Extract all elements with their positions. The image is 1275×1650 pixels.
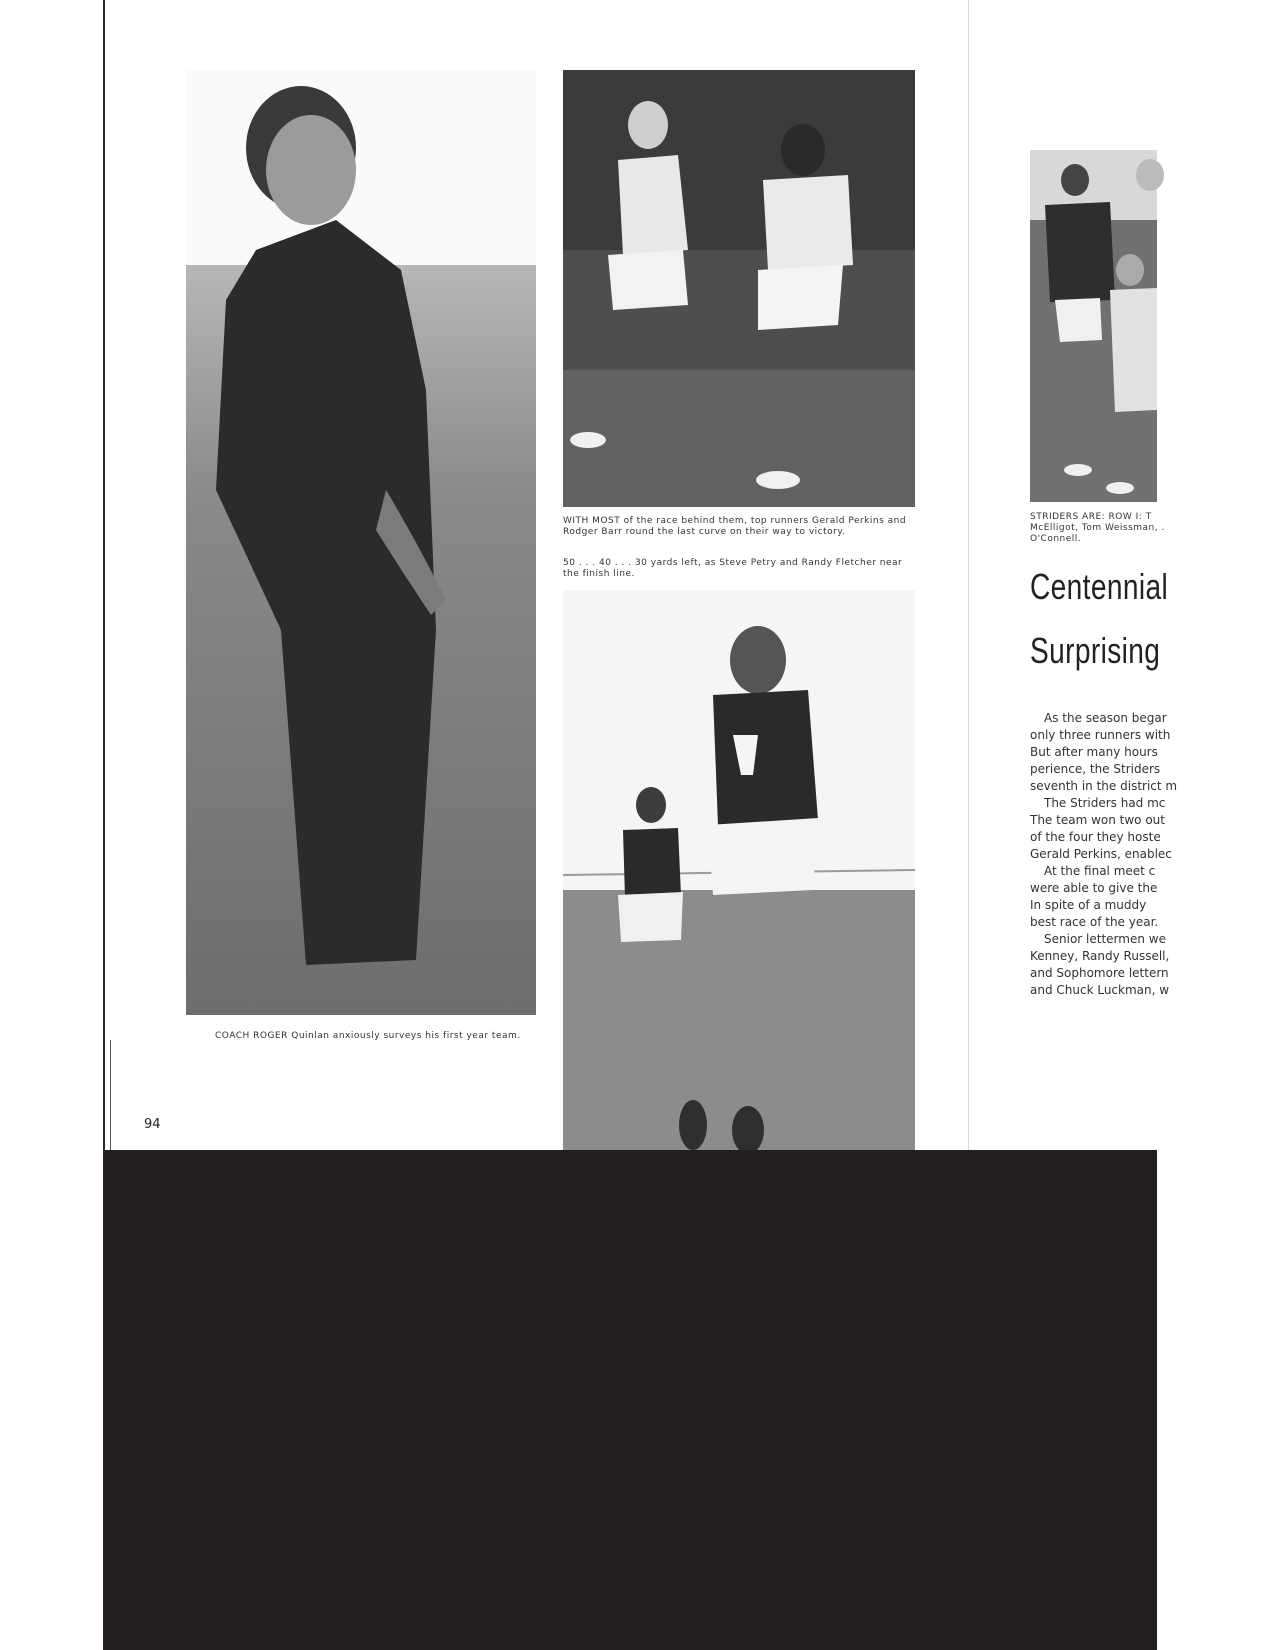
body-line: only three runners with (1030, 728, 1171, 742)
finish-runners-caption-text: 50 . . . 40 . . . 30 yards left, as Steve Petry and Randy Fletcher near the finish line. (563, 558, 903, 579)
team-caption-line-1: STRIDERS ARE: ROW I: T (1030, 512, 1152, 522)
body-line: Senior lettermen we (1044, 932, 1166, 946)
body-line: As the season begar (1044, 711, 1167, 725)
body-line: and Chuck Luckman, w (1030, 983, 1170, 997)
top-runners-caption-text: of the race behind them, top runners Gerald Perkins and Rodger Barr round the last curve on their way to victory. (563, 516, 907, 537)
headline-line-2: Surprising (1030, 630, 1161, 671)
binding-edge-shadow (110, 1040, 111, 1150)
headline-line-1: Centennial (1030, 566, 1169, 607)
body-line: The Striders had mc (1044, 796, 1166, 810)
binding-edge (103, 0, 105, 1150)
top-runners-caption (563, 516, 915, 538)
finish-runners-caption (563, 558, 915, 580)
team-caption-line-2: McElligot, Tom Weissman, . (1030, 523, 1165, 533)
team-caption-line-3: O'Connell. (1030, 534, 1082, 544)
body-line: Gerald Perkins, enablec (1030, 847, 1172, 861)
body-line: and Sophomore lettern (1030, 966, 1169, 980)
body-line: At the final meet c (1044, 864, 1156, 878)
body-line: Kenney, Randy Russell, (1030, 949, 1170, 963)
team-caption (1030, 512, 1165, 545)
body-line: perience, the Striders (1030, 762, 1161, 776)
article-body (1030, 710, 1178, 999)
coach-caption-text: Quinlan anxiously surveys his first year team. (287, 1031, 521, 1041)
body-line: The team won two out (1030, 813, 1165, 827)
body-line: But after many hours (1030, 745, 1158, 759)
body-line: best race of the year. (1030, 915, 1159, 929)
body-line: seventh in the district m (1030, 779, 1178, 793)
finish-runners-photo (563, 590, 915, 1158)
page-fold (968, 0, 969, 1150)
coach-caption-lead: COACH ROGER (215, 1031, 288, 1041)
coach-caption (215, 1031, 535, 1042)
page-number: 94 (144, 1117, 161, 1132)
top-runners-caption-lead: WITH MOST (563, 516, 621, 526)
body-line: of the four they hoste (1030, 830, 1161, 844)
team-photo (1030, 150, 1157, 502)
body-line: In spite of a muddy (1030, 898, 1147, 912)
coach-photo (186, 70, 536, 1015)
dark-scan-area (103, 1150, 1157, 1650)
top-runners-photo (563, 70, 915, 507)
body-line: were able to give the (1030, 881, 1158, 895)
